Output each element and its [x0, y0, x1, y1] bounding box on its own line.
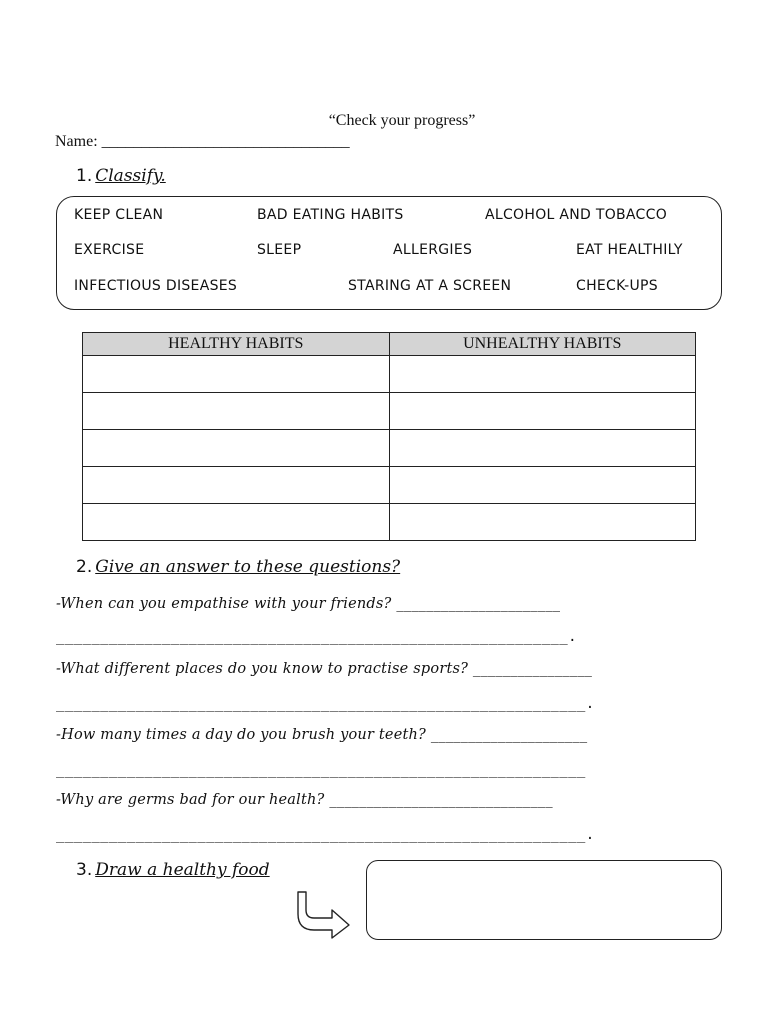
word-bank-item: ALCOHOL AND TOBACCO: [485, 207, 668, 223]
question-2: -What different places do you know to practise sports? ________________: [56, 661, 593, 677]
healthy-cell[interactable]: [83, 467, 390, 504]
healthy-cell[interactable]: [83, 504, 390, 541]
table-row: [83, 430, 696, 467]
habits-classification-table: [82, 332, 696, 541]
word-bank-item: INFECTIOUS DISEASES: [74, 278, 238, 294]
table-header-row: [83, 333, 696, 356]
section-2-number: 2.: [76, 557, 93, 577]
section-1-heading: [76, 166, 166, 186]
question-1: -When can you empathise with your friends? ______________________: [56, 596, 561, 612]
section-2-title: Give an answer to these questions?: [95, 557, 401, 577]
answer-line-4[interactable]: ____________________________________________________________.: [56, 827, 595, 843]
answer-line-3[interactable]: ____________________________________________________________: [56, 762, 586, 778]
unhealthy-cell[interactable]: [389, 393, 696, 430]
table-row: [83, 393, 696, 430]
healthy-habits-header: HEALTHY HABITS: [83, 333, 390, 356]
section-1-title: Classify.: [95, 166, 166, 186]
healthy-cell[interactable]: [83, 393, 390, 430]
word-bank-item: SLEEP: [257, 242, 302, 258]
word-bank-item: CHECK-UPS: [576, 278, 658, 294]
worksheet-title: “Check your progress”: [328, 112, 476, 129]
healthy-cell[interactable]: [83, 430, 390, 467]
question-4: -Why are germs bad for our health? ______________________________: [56, 792, 553, 808]
drawing-box[interactable]: [366, 860, 722, 940]
word-bank-item: BAD EATING HABITS: [257, 207, 404, 223]
answer-line-2[interactable]: ____________________________________________________________.: [56, 696, 595, 712]
word-bank-item: ALLERGIES: [393, 242, 473, 258]
table-row: [83, 504, 696, 541]
curved-arrow-right-icon: [292, 890, 354, 940]
name-field-line[interactable]: Name: _______________________________: [55, 133, 350, 150]
word-bank-item: EXERCISE: [74, 242, 145, 258]
table-row: [83, 467, 696, 504]
unhealthy-habits-header: UNHEALTHY HABITS: [389, 333, 696, 356]
unhealthy-cell[interactable]: [389, 467, 696, 504]
answer-line-1[interactable]: __________________________________________________________.: [56, 629, 577, 645]
unhealthy-cell[interactable]: [389, 504, 696, 541]
unhealthy-cell[interactable]: [389, 430, 696, 467]
word-bank-item: STARING AT A SCREEN: [348, 278, 512, 294]
section-3-heading: [76, 860, 270, 880]
table-row: [83, 356, 696, 393]
word-bank-item: KEEP CLEAN: [74, 207, 164, 223]
section-2-heading: [76, 557, 400, 577]
section-1-number: 1.: [76, 166, 93, 186]
section-3-number: 3.: [76, 860, 93, 880]
question-3: -How many times a day do you brush your teeth? _____________________: [56, 727, 588, 743]
healthy-cell[interactable]: [83, 356, 390, 393]
unhealthy-cell[interactable]: [389, 356, 696, 393]
word-bank-item: EAT HEALTHILY: [576, 242, 683, 258]
section-3-title: Draw a healthy food: [95, 860, 270, 880]
